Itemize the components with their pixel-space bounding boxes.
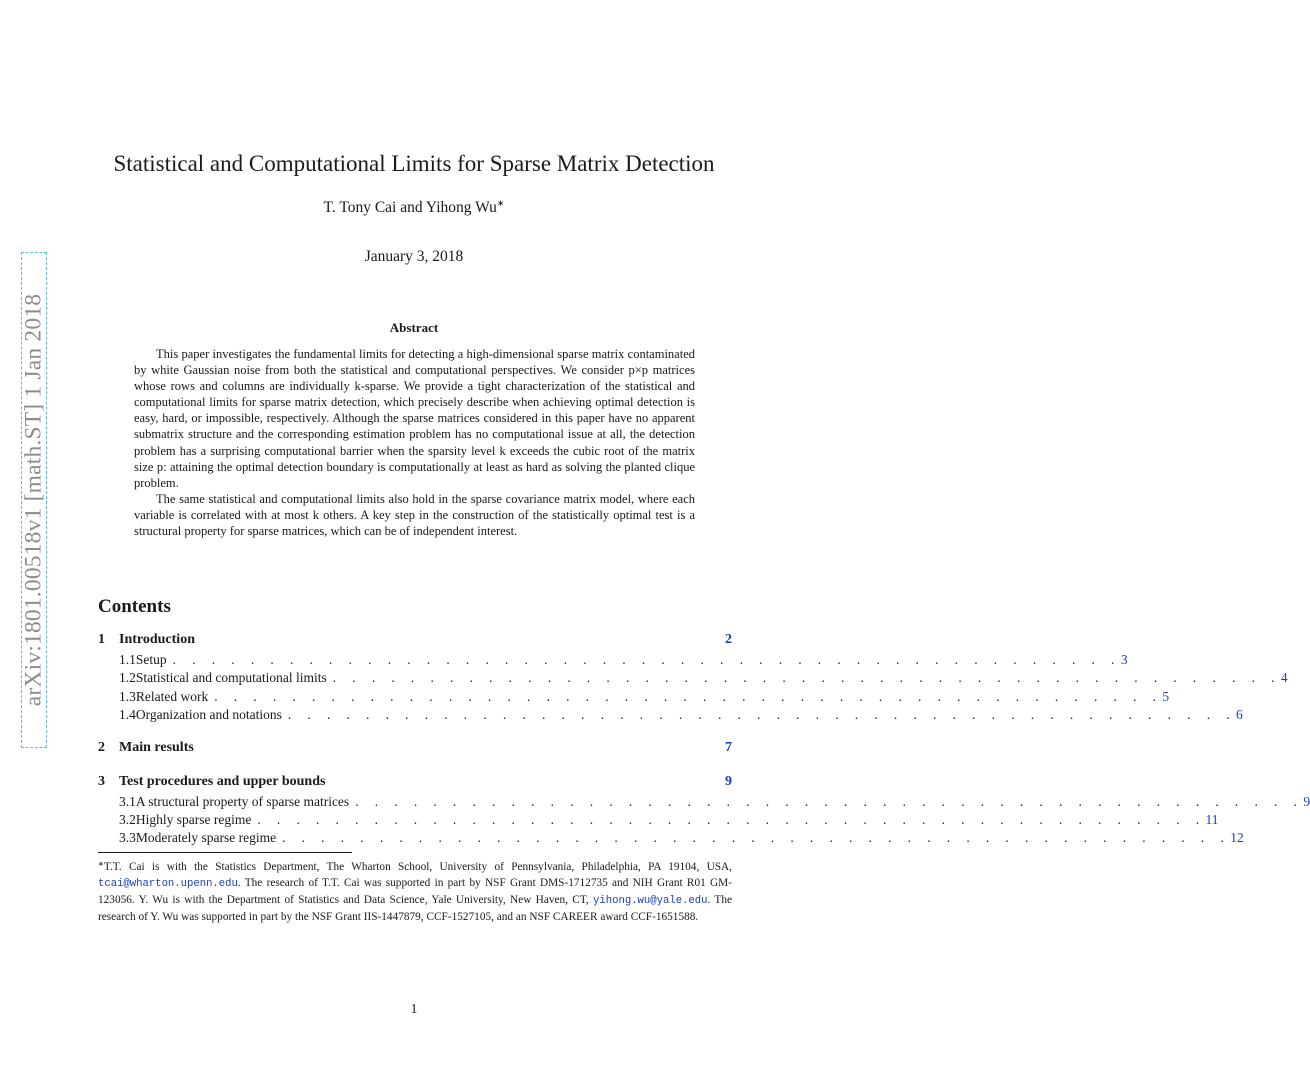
toc-page-link[interactable]: 5	[1162, 688, 1170, 704]
toc-leader-dots: . . . . . . . . . . . . . . . . . . . . . . . . . . . . . . . . . . . . . . . . . . . . . . . . .	[332, 670, 1281, 686]
paper-date: January 3, 2018	[364, 248, 464, 265]
toc-subsection-number: 3.3	[119, 830, 136, 846]
toc-section-test-procedures[interactable]	[98, 774, 732, 794]
toc-subsection-title: Highly sparse regime	[135, 811, 252, 827]
footnote-mark: ∗	[98, 860, 104, 868]
email-link-cai[interactable]: tcai@wharton.upenn.edu	[98, 878, 238, 891]
toc-subsection-number: 3.1	[119, 793, 136, 809]
abstract	[134, 346, 695, 539]
footnote-rule	[98, 852, 352, 853]
arxiv-id: arXiv:1801.00518v1 [math.ST] 1 Jan 2018	[20, 293, 47, 707]
toc-page-link[interactable]: 4	[1280, 670, 1288, 686]
toc-leader-dots: . . . . . . . . . . . . . . . . . . . . . . . . . . . . . . . . . . . . . . . . . . . . . . . . .	[172, 652, 1121, 667]
toc-subsection-number: 1.4	[119, 707, 136, 723]
toc-subsection-related-work[interactable]	[98, 688, 1170, 707]
paper-title: Statistical and Computational Limits for Sparse Matrix Detection	[113, 151, 715, 176]
abstract-paragraph-1: This paper investigates the fundamental limits for detecting a high-dimensional sparse matrix contaminated by white Gaussian noise from both the statistical and computational perspectives. We consider p×p matrices whose rows and columns are individually k-sparse. We provide a tight characterization of the statistical and computational limits for sparse matrix detection, which precisely describe when achieving optimal detection is easy, hard, or impossible, respectively. Although the sparse matrices considered in this paper have no apparent submatrix structure and the corresponding estimation problem has no computational issue at all, the detection problem has a surprising computational barrier when the sparsity level k exceeds the cubic root of the matrix size p: attaining the optimal detection boundary is computationally at least as hard as solving the planted clique problem.	[134, 347, 695, 490]
footnote-text-2: . The research of T.T. Cai was supported in part by NSF Grant DMS-1712735 and NIH Grant R01 GM-123056. Y. Wu is with the Department of Statistics and Data Science, Yale University, New Haven, CT,	[98, 877, 732, 907]
toc-section-main-results[interactable]	[98, 740, 732, 760]
toc-section-number: 1	[98, 632, 105, 647]
toc-subsection-number: 3.2	[119, 811, 136, 827]
toc-page-link[interactable]: 9	[725, 773, 732, 789]
email-link-wu[interactable]: yihong.wu@yale.edu	[593, 895, 708, 908]
toc-subsection-moderately-sparse[interactable]	[98, 830, 1244, 848]
toc-subsection-setup[interactable]	[98, 652, 1128, 670]
toc-subsection-title: Setup	[135, 652, 167, 667]
toc-leader-dots: . . . . . . . . . . . . . . . . . . . . . . . . . . . . . . . . . . . . . . . . . . . . . . . . .	[355, 793, 1304, 809]
toc-subsection-structural-property[interactable]	[98, 793, 1310, 812]
toc-subsection-title: Statistical and computational limits	[135, 670, 327, 686]
abstract-paragraph-2: The same statistical and computational limits also hold in the sparse covariance matrix model, where each variable is correlated with at most k others. A key step in the construction of the statistically optimal test is a structural property for sparse matrices, which can be of independent interest.	[134, 491, 695, 539]
toc-subsection-highly-sparse[interactable]	[98, 811, 1219, 830]
author-names: T. Tony Cai and Yihong Wu	[323, 199, 497, 216]
toc-leader-dots: . . . . . . . . . . . . . . . . . . . . . . . . . . . . . . . . . . . . . . . . . . . . . . . . .	[214, 688, 1163, 704]
toc-section-number: 2	[98, 739, 105, 755]
toc-section-introduction[interactable]	[98, 632, 732, 652]
toc-subsection-organization[interactable]	[98, 707, 1243, 725]
toc-section-title: Test procedures and upper bounds	[119, 773, 326, 789]
toc-section-number: 3	[98, 773, 105, 789]
page-number: 1	[410, 1002, 418, 1017]
toc-page-link[interactable]: 2	[725, 632, 732, 647]
toc-subsection-number: 1.1	[119, 652, 136, 667]
toc-section-title: Introduction	[119, 632, 195, 647]
contents-heading: Contents	[98, 596, 171, 617]
toc-subsection-number: 1.3	[119, 688, 136, 704]
toc-page-link[interactable]: 11	[1205, 811, 1219, 827]
abstract-heading: Abstract	[389, 320, 439, 335]
toc-subsection-number: 1.2	[119, 670, 136, 686]
toc-subsection-title: Related work	[135, 688, 209, 704]
footnote-text-1: T.T. Cai is with the Statistics Department, The Wharton School, University of Pennsylvania, Philadelphia, PA 19104, USA,	[103, 861, 732, 873]
toc-page-link[interactable]: 6	[1236, 707, 1243, 723]
toc-page-link[interactable]: 7	[725, 739, 732, 755]
table-of-contents	[98, 632, 1310, 849]
toc-subsection-title: Organization and notations	[135, 707, 282, 723]
footnote-text-3: . The research of Y. Wu was supported in part by the NSF Grant IIS-1447879, CCF-1527105, and an NSF CAREER award CCF-1651588.	[98, 894, 732, 924]
toc-page-link[interactable]: 3	[1120, 652, 1128, 667]
toc-page-link[interactable]: 9	[1303, 793, 1310, 809]
authors	[0, 198, 828, 217]
toc-subsection-title: A structural property of sparse matrices	[135, 793, 350, 809]
author-footnote-mark[interactable]: ∗	[496, 198, 505, 208]
toc-leader-dots: . . . . . . . . . . . . . . . . . . . . . . . . . . . . . . . . . . . . . . . . . . . . . . . . .	[282, 830, 1231, 846]
toc-subsection-title: Moderately sparse regime	[135, 830, 277, 846]
toc-section-title: Main results	[119, 739, 194, 755]
toc-leader-dots: . . . . . . . . . . . . . . . . . . . . . . . . . . . . . . . . . . . . . . . . . . . . . . . . .	[287, 707, 1237, 723]
toc-subsection-statistical-limits[interactable]	[98, 670, 1288, 688]
footnote	[98, 856, 732, 925]
toc-leader-dots: . . . . . . . . . . . . . . . . . . . . . . . . . . . . . . . . . . . . . . . . . . . . . . . . .	[257, 811, 1206, 827]
toc-page-link[interactable]: 12	[1230, 830, 1244, 846]
